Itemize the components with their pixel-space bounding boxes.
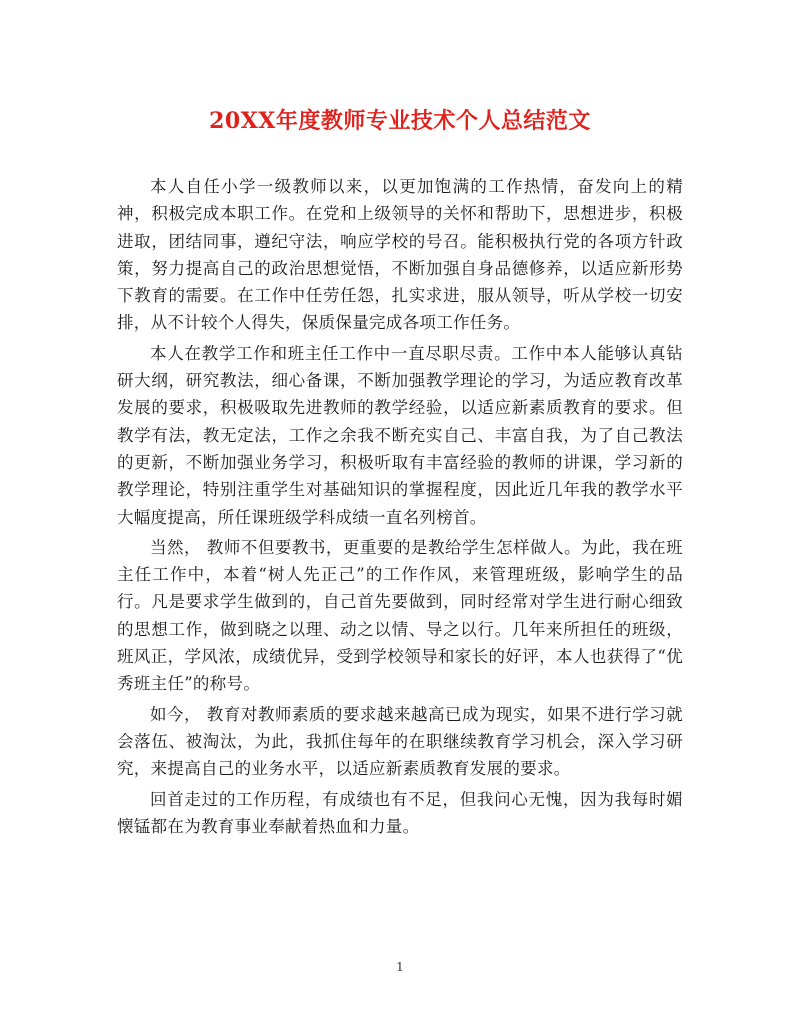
document-body: [117, 173, 683, 843]
paragraph-3: 当然， 教师不但要教书，更重要的是教给学生怎样做人。为此，我在班主任工作中，本着“树人先正己”的工作作风，来管理班级，影响学生的品行。凡是要求学生做到的，自己首先要做到，同时经常对学生进行耐心细致的思想工作，做到晓之以理、动之以情、导之以行。几年来所担任的班级，班风正，学风浓，成绩优异，受到学校领导和家长的好评，本人也获得了“优秀班主任”的称号。: [117, 537, 683, 694]
document-title: 20XX年度教师专业技术个人总结范文: [209, 108, 591, 134]
paragraph-2: 本人在教学工作和班主任工作中一直尽职尽责。工作中本人能够认真钻研大纲，研究教法，细心备课，不断加强教学理论的学习，为适应教育改革发展的要求，积极吸取先进教师的教学经验，以适应新素质教育的要求。但教学有法，教无定法，工作之余我不断充实自己、丰富自我，为了自己教法的更新，不断加强业务学习，积极听取有丰富经验的教师的讲课，学习新的教学理论，特别注重学生对基础知识的掌握程度，因此近几年我的教学水平大幅度提高，所任课班级学科成绩一直名列榜首。: [117, 343, 683, 527]
paragraph-4: 如今， 教育对教师素质的要求越来越高已成为现实，如果不进行学习就会落伍、被淘汰，为此，我抓住每年的在职继续教育学习机会，深入学习研究，来提高自己的业务水平，以适应新素质教育发展的要求。: [117, 704, 683, 779]
paragraph-1: 本人自任小学一级教师以来，以更加饱满的工作热情，奋发向上的精神，积极完成本职工作。在党和上级领导的关怀和帮助下，思想进步，积极进取，团结同事，遵纪守法，响应学校的号召。能积极执行党的各项方针政策，努力提高自己的政治思想觉悟，不断加强自身品德修养，以适应新形势下教育的需要。在工作中任劳任怨，扎实求进，服从领导，听从学校一切安排，从不计较个人得失，保质保量完成各项工作任务。: [117, 177, 683, 333]
page-number: 1: [396, 960, 404, 974]
paragraph-5: 回首走过的工作历程，有成绩也有不足，但我问心无愧，因为我每时媚懐锰都在为教育事业奉献着热血和力量。: [117, 789, 683, 836]
